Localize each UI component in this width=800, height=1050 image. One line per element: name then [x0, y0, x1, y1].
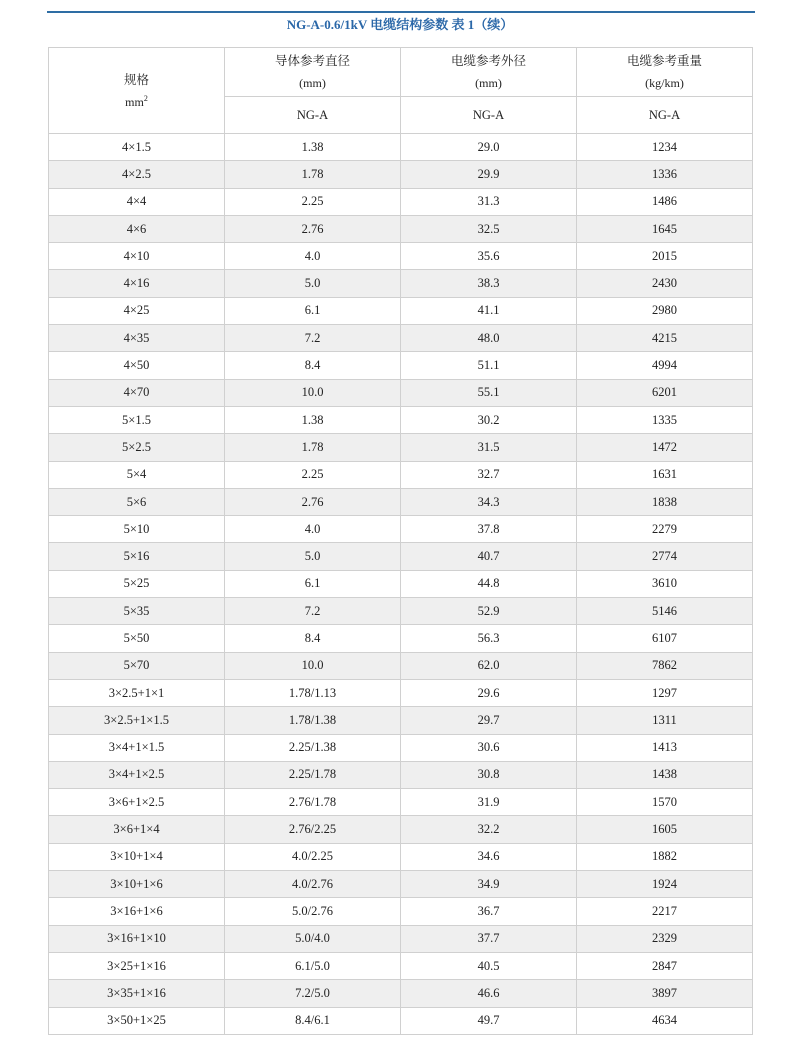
cell-weight: 3610: [577, 570, 753, 597]
cell-conductor-diameter: 8.4: [225, 352, 401, 379]
cell-weight: 2015: [577, 243, 753, 270]
title-top-rule: [47, 11, 755, 13]
table-title: NG-A-0.6/1kV 电缆结构参数 表 1（续）: [286, 17, 514, 32]
cell-weight: 1413: [577, 734, 753, 761]
cell-weight: 2279: [577, 516, 753, 543]
cell-spec: 5×10: [49, 516, 225, 543]
cell-weight: 2430: [577, 270, 753, 297]
cell-conductor-diameter: 4.0/2.25: [225, 843, 401, 870]
header-spec: [49, 48, 225, 134]
cell-conductor-diameter: 2.76/2.25: [225, 816, 401, 843]
cell-spec: 5×6: [49, 488, 225, 515]
table-row: [49, 297, 753, 324]
cell-conductor-diameter: 2.76: [225, 215, 401, 242]
cell-spec: 5×50: [49, 625, 225, 652]
cell-spec: 5×16: [49, 543, 225, 570]
cell-outer-diameter: 36.7: [401, 898, 577, 925]
cell-conductor-diameter: 5.0/4.0: [225, 925, 401, 952]
cell-spec: 5×35: [49, 598, 225, 625]
cell-conductor-diameter: 2.25: [225, 461, 401, 488]
cell-weight: 1336: [577, 161, 753, 188]
header-outer-diameter: [401, 48, 577, 97]
cell-spec: 4×2.5: [49, 161, 225, 188]
cell-conductor-diameter: 5.0/2.76: [225, 898, 401, 925]
cell-outer-diameter: 30.8: [401, 761, 577, 788]
cell-weight: 1838: [577, 488, 753, 515]
cell-outer-diameter: 41.1: [401, 297, 577, 324]
cell-spec: 3×35+1×16: [49, 980, 225, 1007]
cell-outer-diameter: 49.7: [401, 1007, 577, 1034]
table-row: [49, 215, 753, 242]
cell-outer-diameter: 46.6: [401, 980, 577, 1007]
cell-spec: 3×10+1×6: [49, 871, 225, 898]
cell-weight: 4994: [577, 352, 753, 379]
cell-outer-diameter: 30.6: [401, 734, 577, 761]
cell-weight: 2847: [577, 952, 753, 979]
cell-weight: 1645: [577, 215, 753, 242]
cell-outer-diameter: 29.0: [401, 134, 577, 161]
cell-outer-diameter: 56.3: [401, 625, 577, 652]
cell-weight: 1472: [577, 434, 753, 461]
header-conductor-label: 导体参考直径: [274, 54, 350, 68]
header-outer-label: 电缆参考外径: [450, 54, 526, 68]
table-row: [49, 843, 753, 870]
header-spec-label: 规格: [123, 72, 149, 87]
cell-outer-diameter: 31.9: [401, 789, 577, 816]
cell-conductor-diameter: 4.0: [225, 516, 401, 543]
cell-conductor-diameter: 8.4: [225, 625, 401, 652]
table-row: [49, 816, 753, 843]
table-row: [49, 789, 753, 816]
cell-spec: 5×4: [49, 461, 225, 488]
cell-conductor-diameter: 7.2: [225, 325, 401, 352]
cell-conductor-diameter: 2.25/1.38: [225, 734, 401, 761]
cell-weight: 1311: [577, 707, 753, 734]
cell-conductor-diameter: 6.1: [225, 297, 401, 324]
cell-conductor-diameter: 7.2/5.0: [225, 980, 401, 1007]
cell-outer-diameter: 34.9: [401, 871, 577, 898]
cell-conductor-diameter: 2.76/1.78: [225, 789, 401, 816]
cell-outer-diameter: 31.3: [401, 188, 577, 215]
cell-outer-diameter: 62.0: [401, 652, 577, 679]
cell-conductor-diameter: 5.0: [225, 270, 401, 297]
cell-conductor-diameter: 1.78: [225, 434, 401, 461]
cell-outer-diameter: 29.9: [401, 161, 577, 188]
table-row: [49, 707, 753, 734]
cell-weight: 6201: [577, 379, 753, 406]
table-row: [49, 898, 753, 925]
cell-spec: 3×16+1×6: [49, 898, 225, 925]
table-row: [49, 243, 753, 270]
cell-conductor-diameter: 6.1/5.0: [225, 952, 401, 979]
cell-weight: 1631: [577, 461, 753, 488]
table-row: [49, 570, 753, 597]
cable-spec-table: [48, 47, 753, 1035]
table-row: [49, 625, 753, 652]
table-row: [49, 1007, 753, 1034]
table-body: [49, 134, 753, 1035]
cell-outer-diameter: 34.3: [401, 488, 577, 515]
cell-spec: 4×1.5: [49, 134, 225, 161]
header-weight-unit: (kg/km): [645, 76, 684, 90]
table-row: [49, 734, 753, 761]
table-row: [49, 379, 753, 406]
table-row: [49, 980, 753, 1007]
cell-weight: 1335: [577, 406, 753, 433]
cell-conductor-diameter: 1.78: [225, 161, 401, 188]
cell-weight: 1486: [577, 188, 753, 215]
header-row: [49, 48, 753, 97]
cell-conductor-diameter: 6.1: [225, 570, 401, 597]
cell-outer-diameter: 32.5: [401, 215, 577, 242]
cell-conductor-diameter: 2.25/1.78: [225, 761, 401, 788]
cell-spec: 3×2.5+1×1.5: [49, 707, 225, 734]
cell-weight: 1297: [577, 679, 753, 706]
cell-outer-diameter: 31.5: [401, 434, 577, 461]
cell-spec: 3×4+1×1.5: [49, 734, 225, 761]
header-weight-label: 电缆参考重量: [626, 54, 702, 68]
table-row: [49, 134, 753, 161]
cell-outer-diameter: 40.5: [401, 952, 577, 979]
cell-outer-diameter: 29.7: [401, 707, 577, 734]
cell-spec: 4×16: [49, 270, 225, 297]
cell-conductor-diameter: 10.0: [225, 379, 401, 406]
cell-spec: 3×4+1×2.5: [49, 761, 225, 788]
cell-outer-diameter: 40.7: [401, 543, 577, 570]
cell-outer-diameter: 32.7: [401, 461, 577, 488]
table-row: [49, 679, 753, 706]
table-row: [49, 516, 753, 543]
cell-outer-diameter: 48.0: [401, 325, 577, 352]
header-conductor-unit: (mm): [299, 76, 326, 90]
cell-conductor-diameter: 8.4/6.1: [225, 1007, 401, 1034]
cell-conductor-diameter: 1.78/1.13: [225, 679, 401, 706]
header-outer-unit: (mm): [475, 76, 502, 90]
cell-conductor-diameter: 1.38: [225, 134, 401, 161]
table-row: [49, 652, 753, 679]
cell-conductor-diameter: 1.78/1.38: [225, 707, 401, 734]
cell-weight: 2329: [577, 925, 753, 952]
table-row: [49, 161, 753, 188]
cell-weight: 2217: [577, 898, 753, 925]
cell-spec: 3×25+1×16: [49, 952, 225, 979]
cell-weight: 4215: [577, 325, 753, 352]
cell-spec: 4×4: [49, 188, 225, 215]
cell-conductor-diameter: 5.0: [225, 543, 401, 570]
cell-spec: 5×1.5: [49, 406, 225, 433]
cell-conductor-diameter: 2.76: [225, 488, 401, 515]
subheader-conductor: NG-A: [225, 97, 401, 134]
cell-spec: 4×50: [49, 352, 225, 379]
cell-outer-diameter: 37.8: [401, 516, 577, 543]
table-row: [49, 488, 753, 515]
cell-weight: 1605: [577, 816, 753, 843]
table-row: [49, 406, 753, 433]
table-row: [49, 352, 753, 379]
cell-conductor-diameter: 7.2: [225, 598, 401, 625]
cell-weight: 1438: [577, 761, 753, 788]
subheader-outer: NG-A: [401, 97, 577, 134]
cell-outer-diameter: 37.7: [401, 925, 577, 952]
table-row: [49, 761, 753, 788]
table-row: [49, 952, 753, 979]
table-row: [49, 188, 753, 215]
cell-spec: 3×16+1×10: [49, 925, 225, 952]
cell-weight: 3897: [577, 980, 753, 1007]
header-spec-unit: $mm^2$: [125, 93, 148, 109]
cell-outer-diameter: 52.9: [401, 598, 577, 625]
cell-spec: 5×25: [49, 570, 225, 597]
table-row: [49, 871, 753, 898]
cell-spec: 3×6+1×2.5: [49, 789, 225, 816]
cell-conductor-diameter: 10.0: [225, 652, 401, 679]
cell-weight: 6107: [577, 625, 753, 652]
cell-weight: 1570: [577, 789, 753, 816]
header-weight: [577, 48, 753, 97]
cell-outer-diameter: 35.6: [401, 243, 577, 270]
cell-weight: 1924: [577, 871, 753, 898]
cell-outer-diameter: 34.6: [401, 843, 577, 870]
cell-weight: 1882: [577, 843, 753, 870]
cell-spec: 5×2.5: [49, 434, 225, 461]
cell-outer-diameter: 38.3: [401, 270, 577, 297]
table-row: [49, 270, 753, 297]
cell-spec: 4×6: [49, 215, 225, 242]
header-conductor-diameter: [225, 48, 401, 97]
cell-spec: 4×35: [49, 325, 225, 352]
cell-outer-diameter: 44.8: [401, 570, 577, 597]
table-row: [49, 461, 753, 488]
cell-spec: 3×10+1×4: [49, 843, 225, 870]
cell-spec: 5×70: [49, 652, 225, 679]
cell-conductor-diameter: 2.25: [225, 188, 401, 215]
cell-weight: 5146: [577, 598, 753, 625]
cell-weight: 7862: [577, 652, 753, 679]
cell-outer-diameter: 51.1: [401, 352, 577, 379]
cell-weight: 1234: [577, 134, 753, 161]
cell-spec: 4×25: [49, 297, 225, 324]
cell-outer-diameter: 29.6: [401, 679, 577, 706]
table-row: [49, 543, 753, 570]
cell-spec: 3×2.5+1×1: [49, 679, 225, 706]
cell-conductor-diameter: 4.0/2.76: [225, 871, 401, 898]
cell-outer-diameter: 32.2: [401, 816, 577, 843]
cell-conductor-diameter: 4.0: [225, 243, 401, 270]
cell-outer-diameter: 55.1: [401, 379, 577, 406]
cell-spec: 3×50+1×25: [49, 1007, 225, 1034]
table-row: [49, 598, 753, 625]
table-row: [49, 434, 753, 461]
cell-conductor-diameter: 1.38: [225, 406, 401, 433]
cell-weight: 4634: [577, 1007, 753, 1034]
table-row: [49, 325, 753, 352]
cell-outer-diameter: 30.2: [401, 406, 577, 433]
cell-weight: 2774: [577, 543, 753, 570]
table-row: [49, 925, 753, 952]
subheader-weight: NG-A: [577, 97, 753, 134]
cell-spec: 3×6+1×4: [49, 816, 225, 843]
cell-spec: 4×10: [49, 243, 225, 270]
cell-spec: 4×70: [49, 379, 225, 406]
cell-weight: 2980: [577, 297, 753, 324]
